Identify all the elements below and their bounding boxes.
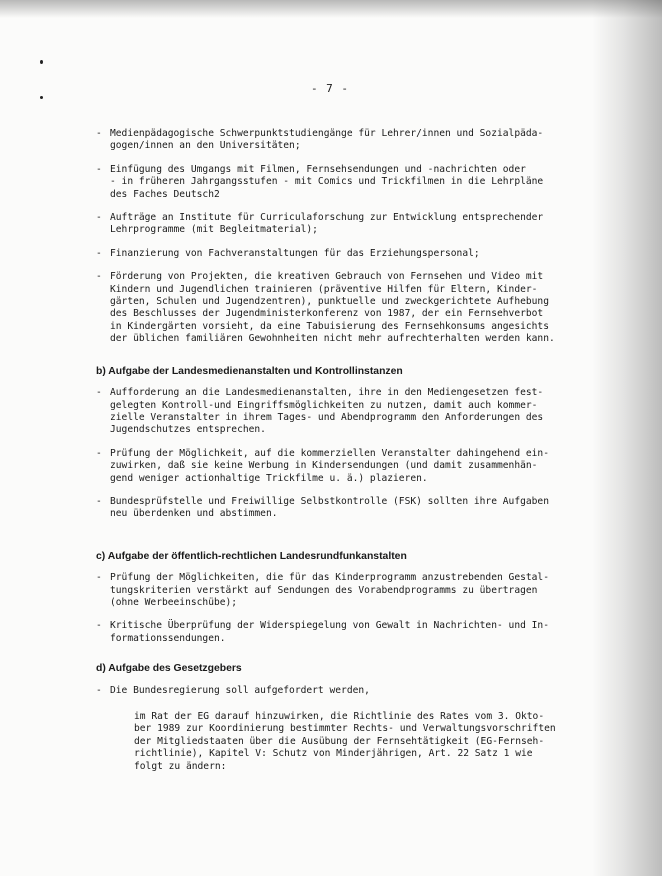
scan-shadow-right [592,0,662,876]
list-item: - Bundesprüfstelle und Freiwillige Selbstkontrolle (FSK) sollten ihre Aufgaben neu überdenken und abstimmen. [96,495,549,520]
list-item: - Einfügung des Umgangs mit Filmen, Fernsehsendungen und -nachrichten oder - in früheren Jahrgangsstufen - mit Comics und Trickfilmen in die Lehrpläne des Faches Deutsch2 [96,163,544,200]
page-number: - 7 - [310,82,350,95]
bullet-dash: - [96,212,102,224]
list-item: - Medienpädagogische Schwerpunktstudiengänge für Lehrer/innen und Sozialpäda- gogen/innen an den Universitäten; [96,128,544,152]
scan-speck [40,96,43,99]
indented-paragraph: im Rat der EG darauf hinzuwirken, die Richtlinie des Rates vom 3. Okto- ber 1989 zur Koordinierung bestimmter Rechts- und Verwaltungsvorschriften der Mitgliedstaaten über die Ausübung der Fernsehtätigkeit (EG-Fernseh- richtlinie), Kapitel V: Schutz von Minderjährigen, Art. 22 Satz 1 wie folgt zu ändern: [134,711,556,772]
bullet-dash: - [96,572,102,584]
list-item: - Kritische Überprüfung der Widerspiegelung von Gewalt in Nachrichten- und In- formationssendungen. [96,620,549,644]
bullet-dash: - [96,495,102,507]
list-item: - Prüfung der Möglichkeiten, die für das Kinderprogramm anzustrebenden Gestal- tungskriterien verstärkt auf Sendungen des Vorabendprogramms zu übertragen (ohne Werbeeinschübe); [96,572,549,608]
list-item: - Die Bundesregierung soll aufgefordert werden, [96,684,370,696]
scan-shadow-top [0,0,662,18]
bullet-dash: - [96,447,102,459]
bullet-dash: - [96,620,102,632]
list-item: - Aufträge an Institute für Curriculaforschung zur Entwicklung entsprechender Lehrprogramme (mit Begleitmaterial); [96,212,544,236]
list-item: - Förderung von Projekten, die kreativen Gebrauch von Fernsehen und Video mit Kindern und Jugendlichen trainieren (präventive Hilfen für Eltern, Kinder- gärten, Schulen und Jugendzentren), punktuelle und zweckgerichtete Aufhebung des Beschlusses der Jugendministerkonferenz von 1987, der ein Fernsehverbot in Kindergärten vorsieht, da eine Tabuisierung des Fernsehkonsums angesichts der üblichen familiären Gewohnheiten nicht mehr aufrechterhalten werden kann. [96,271,555,345]
bullet-dash: - [96,128,102,139]
scan-speck [40,60,43,64]
section-heading-c: c) Aufgabe der öffentlich-rechtlichen Landesrundfunkanstalten [96,550,407,562]
section-heading-d: d) Aufgabe des Gesetzgebers [96,663,242,675]
bullet-dash: - [96,271,102,283]
bullet-dash: - [96,163,102,175]
document-body [96,128,576,773]
section-heading-b: b) Aufgabe der Landesmedienanstalten und Kontrollinstanzen [96,365,403,377]
bullet-dash: - [96,684,102,696]
list-item: - Finanzierung von Fachveranstaltungen für das Erziehungspersonal; [96,247,480,259]
list-item: - Aufforderung an die Landesmedienanstalten, ihre in den Mediengesetzen fest- gelegten Kontroll-und Eingriffsmöglichkeiten zu nutzen, damit auch kommer- zielle Veranstalter in ihrem Tages- und Abendprogramm den Anforderungen des Jugendschutzes entsprechen. [96,387,544,436]
bullet-dash: - [96,247,102,259]
bullet-dash: - [96,387,102,399]
list-item: - Prüfung der Möglichkeit, auf die kommerziellen Veranstalter dahingehend ein- zuwirken, daß sie keine Werbung in Kindersendungen (und damit zusammenhän- gend weniger actionhaltige Trickfilme u. ä.) plazieren. [96,447,549,484]
